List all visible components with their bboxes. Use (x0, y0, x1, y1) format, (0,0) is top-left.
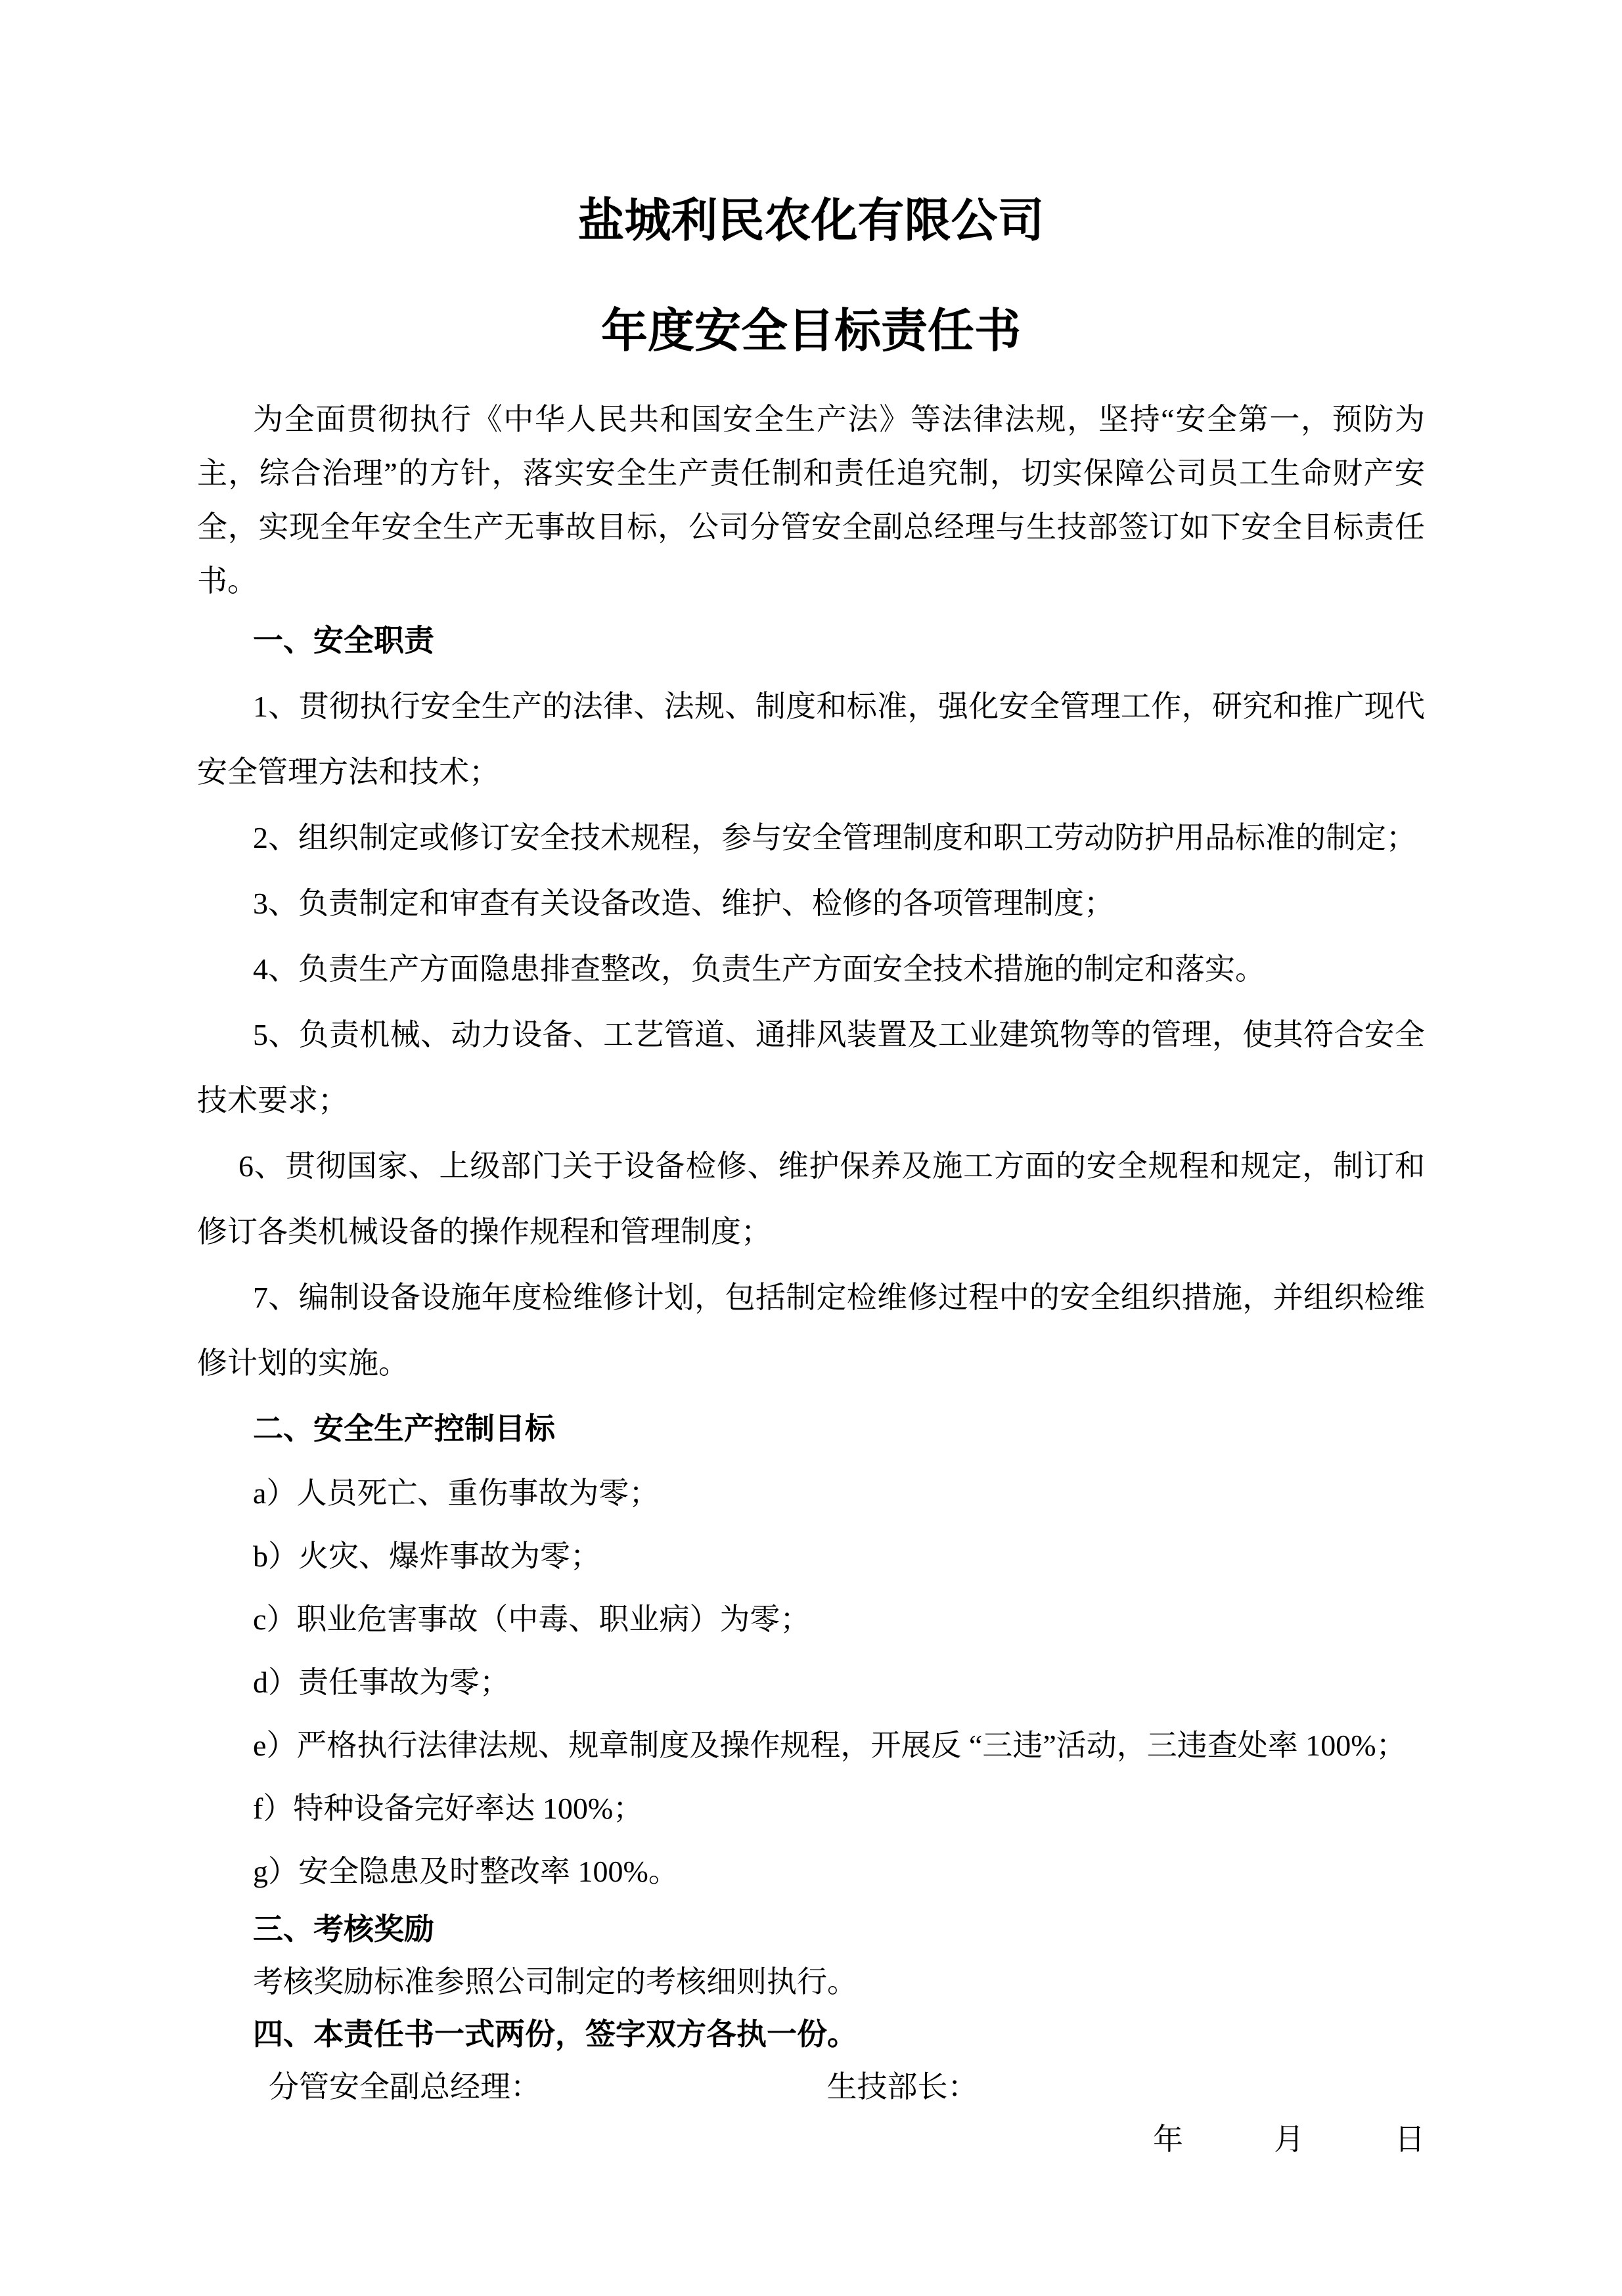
doc-title-company: 盐城利民农化有限公司 (577, 196, 1045, 247)
section-1-item-2: 2、组织制定或修订安全技术规程，参与安全管理制度和职工劳动防护用品标准的制定； (253, 821, 1416, 854)
date-line: 年 月 日 (1153, 2123, 1425, 2156)
section-2-item-b: b）火灾、爆炸事故为零； (253, 1539, 600, 1573)
section-1-item-5: 5、负责机械、动力设备、工艺管道、通排风装置及工业建筑物等的管理，使其符合安全技术要求； (197, 1018, 1425, 1117)
section-2-heading: 二、安全生产控制目标 (253, 1412, 555, 1446)
section-2-item-e: e）严格执行法律法规、规章制度及操作规程，开展反 “三违”活动，三违查处率 100%； (253, 1729, 1407, 1762)
section-2-item-g: g）安全隐患及时整改率 100%。 (253, 1855, 679, 1888)
section-1-item-4: 4、负责生产方面隐患排查整改，负责生产方面安全技术措施的制定和落实。 (253, 952, 1265, 986)
section-2-item-d: d）责任事故为零； (253, 1666, 510, 1699)
section-3-heading: 三、考核奖励 (253, 1912, 434, 1946)
closing-block (197, 1903, 1425, 2166)
signature-row (197, 2061, 1425, 2113)
section-1-heading: 一、安全职责 (253, 624, 434, 657)
section-2-item-c: c）职业危害事故（中毒、职业病）为零； (253, 1602, 811, 1636)
document-content (0, 190, 1622, 2166)
intro-paragraph: 为全面贯彻执行《中华人民共和国安全生产法》等法律法规，坚持“安全第一，预防为主，综合治理”的方针，落实安全生产责任制和责任追究制，切实保障公司员工生命财产安全，实现全年安全生产无事故目标，公司分管安全副总经理与生技部签订如下安全目标责任书。 (197, 403, 1425, 598)
section-1-item-1: 1、贯彻执行安全生产的法律、法规、制度和标准，强化安全管理工作，研究和推广现代安全管理方法和技术； (197, 690, 1425, 789)
section-2-item-f: f）特种设备完好率达 100%； (253, 1792, 644, 1825)
section-1-item-6: 6、贯彻国家、上级部门关于设备检修、维护保养及施工方面的安全规程和规定，制订和修订各类机械设备的操作规程和管理制度； (197, 1149, 1425, 1248)
section-1 (197, 608, 1425, 1462)
section-1-item-7: 7、编制设备设施年度检维修计划，包括制定检维修过程中的安全组织措施，并组织检维修计划的实施。 (197, 1281, 1425, 1380)
section-3-body: 考核奖励标准参照公司制定的考核细则执行。 (253, 1965, 857, 1998)
doc-title-subject: 年度安全目标责任书 (600, 306, 1021, 357)
section-2-goals (197, 1462, 1425, 1903)
section-4-heading: 四、本责任书一式两份，签字双方各执一份。 (253, 2018, 857, 2051)
signature-left-label: 分管安全副总经理： (269, 2070, 541, 2104)
section-1-item-3: 3、负责制定和审查有关设备改造、维护、检修的各项管理制度； (253, 887, 1114, 920)
signature-right-label: 生技部长： (826, 2070, 978, 2104)
section-2-item-a: a）人员死亡、重伤事故为零； (253, 1476, 660, 1510)
